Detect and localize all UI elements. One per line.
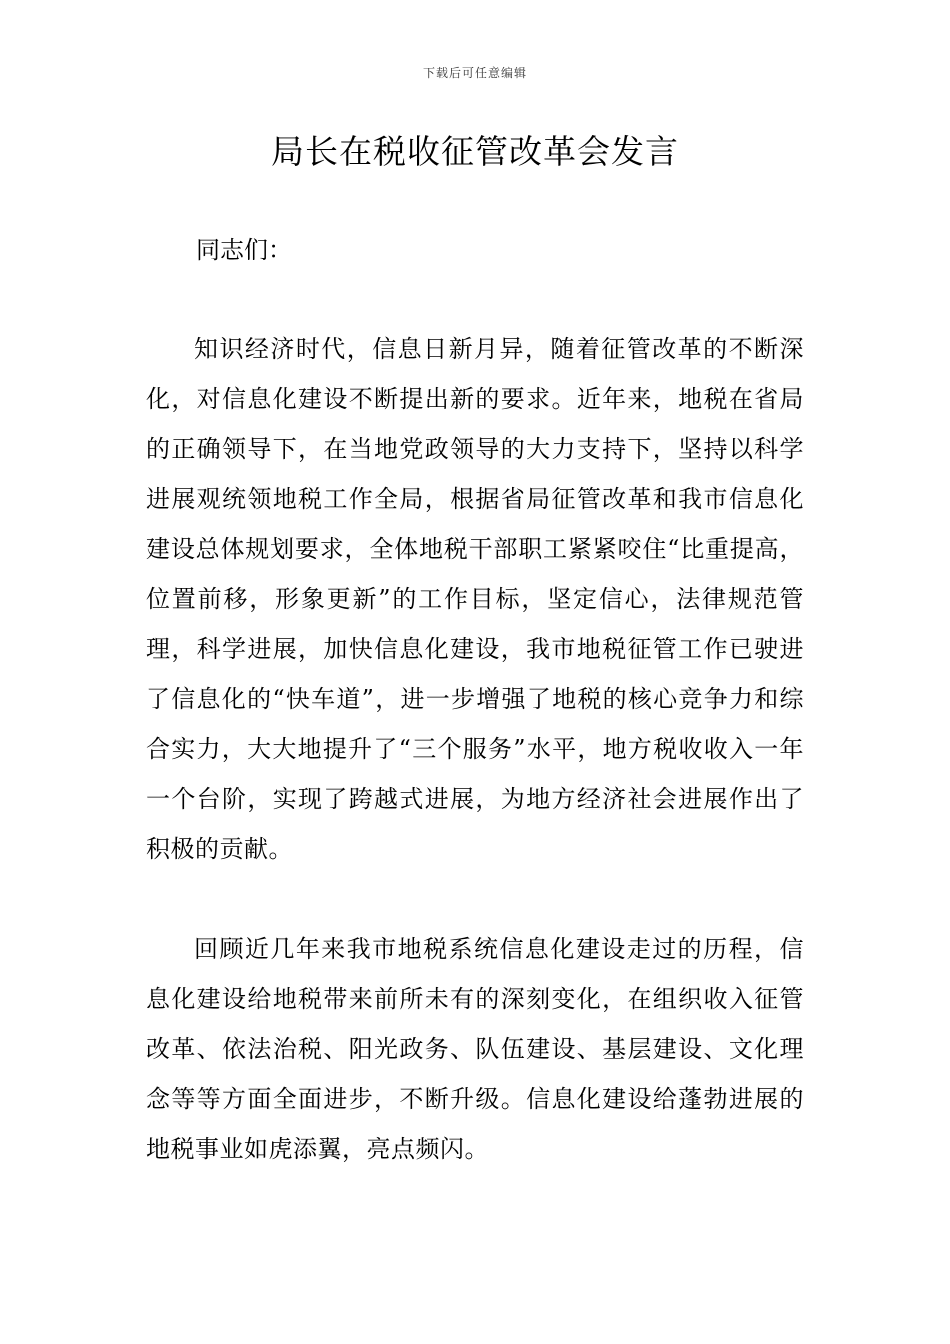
header-note: 下载后可任意编辑 bbox=[422, 66, 527, 80]
salutation: 同志们： bbox=[196, 236, 292, 264]
paragraph-1: 知识经济时代，信息日新月异，随着征管改革的不断深化，对信息化建设不断提出新的要求。近年来，地税在省局的正确领导下，在当地党政领导的大力支持下，坚持以科学进展观统领地税工作全局，根据省局征管改革和我市信息化建设总体规划要求，全体地税干部职工紧紧咬住“比重提高，位置前移，形象更新”的工作目标，坚定信心，法律规范管理，科学进展，加快信息化建设，我市地税征管工作已驶进了信息化的“快车道”，进一步增强了地税的核心竞争力和综合实力，大大地提升了“三个服务”水平，地方税收收入一年一个台阶，实现了跨越式进展，为地方经济社会进展作出了积极的贡献。 bbox=[146, 335, 804, 863]
paragraph-2: 回顾近几年来我市地税系统信息化建设走过的历程，信息化建设给地税带来前所未有的深刻变化，在组织收入征管改革、依法治税、阳光政务、队伍建设、基层建设、文化理念等等方面全面进步，不断升级。信息化建设给蓬勃进展的地税事业如虎添翼，亮点频闪。 bbox=[146, 935, 804, 1163]
page-title: 局长在税收征管改革会发言 bbox=[271, 132, 679, 171]
